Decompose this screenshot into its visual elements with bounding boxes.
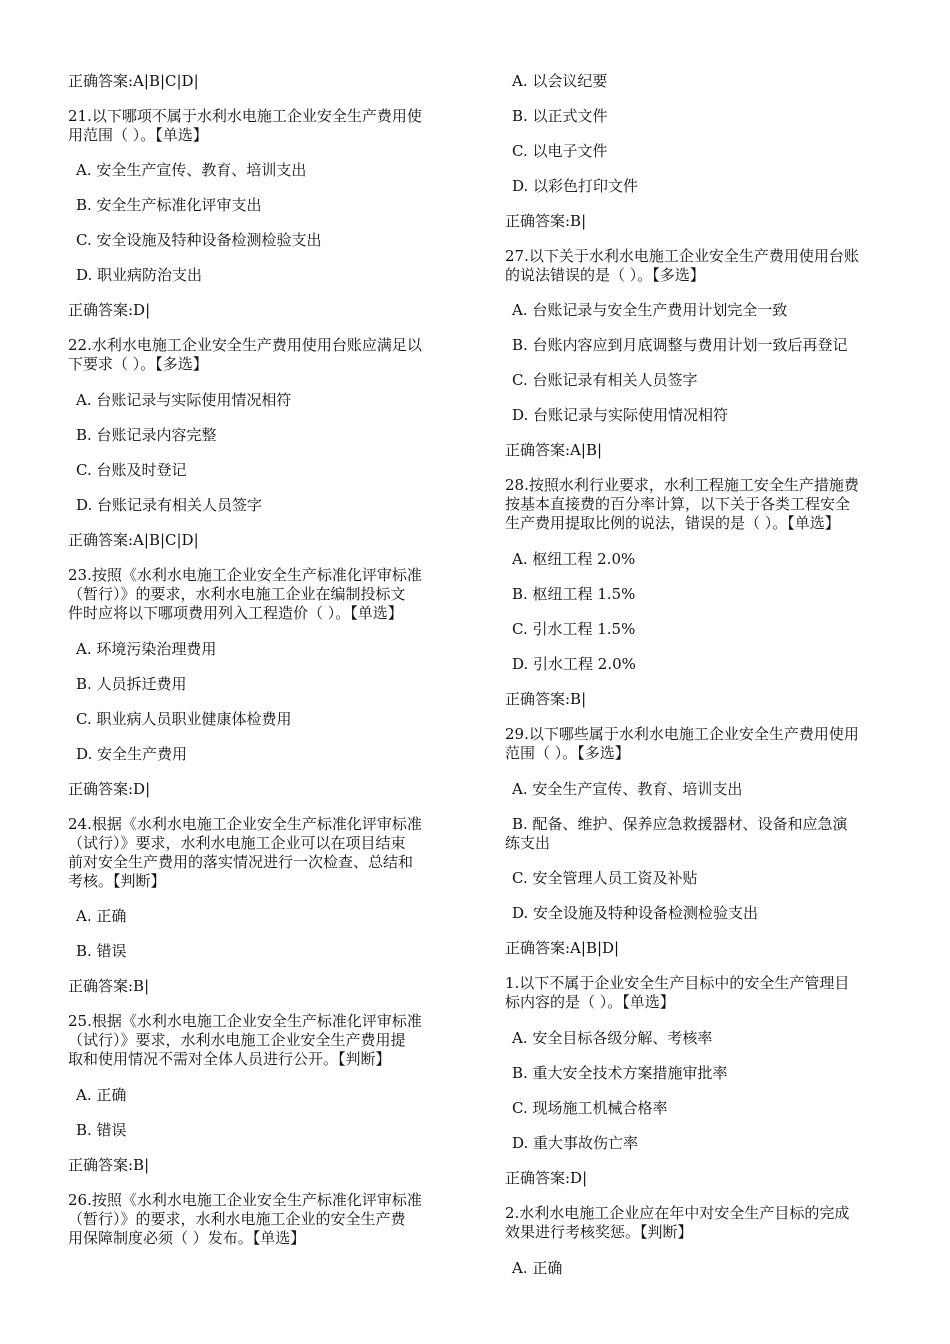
answer-line: 正确答案:A|B|D| bbox=[505, 939, 620, 957]
question-1-line-2: 标内容的是（ ）。【单选】 bbox=[505, 993, 675, 1011]
answer-line: 正确答案:B| bbox=[68, 1156, 150, 1174]
option-line: D. 引水工程 2.0% bbox=[512, 655, 636, 673]
option-line: D. 职业病防治支出 bbox=[76, 266, 203, 284]
option-line: B. 台账内容应到月底调整与费用计划一致后再登记 bbox=[512, 336, 848, 354]
option-line-1: B. 配备、维护、保养应急救援器材、设备和应急演 bbox=[512, 815, 848, 833]
option-line: B. 台账记录内容完整 bbox=[76, 426, 217, 444]
option-line: C. 职业病人员职业健康体检费用 bbox=[76, 710, 292, 728]
question-27-line-1: 27.以下关于水利水电施工企业安全生产费用使用台账 bbox=[505, 247, 859, 265]
question-24-line-2: （试行）》要求，水利水电施工企业可以在项目结束 bbox=[68, 834, 406, 852]
option-line: C. 安全管理人员工资及补贴 bbox=[512, 869, 698, 887]
question-21-line-1: 21.以下哪项不属于水利水电施工企业安全生产费用使 bbox=[68, 107, 422, 125]
option-line: D. 台账记录有相关人员签字 bbox=[76, 496, 263, 514]
answer-line: 正确答案:B| bbox=[505, 212, 587, 230]
option-line: C. 台账及时登记 bbox=[76, 461, 187, 479]
answer-line: 正确答案:D| bbox=[505, 1169, 588, 1187]
question-26-line-2: （暂行）》的要求，水利水电施工企业的安全生产费 bbox=[68, 1210, 406, 1228]
question-26-line-1: 26.按照《水利水电施工企业安全生产标准化评审标准 bbox=[68, 1191, 422, 1209]
option-line: C. 现场施工机械合格率 bbox=[512, 1099, 668, 1117]
option-line: B. 错误 bbox=[76, 1121, 127, 1139]
question-23-line-3: 件时应将以下哪项费用列入工程造价（ ）。【单选】 bbox=[68, 604, 403, 622]
question-24-line-4: 考核。【判断】 bbox=[68, 872, 166, 890]
answer-line: 正确答案:A|B|C|D| bbox=[68, 531, 199, 549]
question-29-line-1: 29.以下哪些属于水利水电施工企业安全生产费用使用 bbox=[505, 725, 859, 743]
option-line: B. 重大安全技术方案措施审批率 bbox=[512, 1064, 728, 1082]
option-line-2: 练支出 bbox=[505, 834, 551, 852]
option-line: C. 以电子文件 bbox=[512, 142, 608, 160]
option-line: D. 重大事故伤亡率 bbox=[512, 1134, 639, 1152]
option-line: C. 引水工程 1.5% bbox=[512, 620, 636, 638]
question-22-line-1: 22.水利水电施工企业安全生产费用使用台账应满足以 bbox=[68, 336, 422, 354]
option-line: D. 台账记录与实际使用情况相符 bbox=[512, 406, 729, 424]
question-1-line-1: 1.以下不属于企业安全生产目标中的安全生产管理目 bbox=[505, 974, 850, 992]
question-24-line-1: 24.根据《水利水电施工企业安全生产标准化评审标准 bbox=[68, 815, 422, 833]
question-26-line-3: 用保障制度必须（ ）发布。【单选】 bbox=[68, 1229, 306, 1247]
option-line: D. 以彩色打印文件 bbox=[512, 177, 639, 195]
question-28-line-1: 28.按照水利行业要求，水利工程施工安全生产措施费 bbox=[505, 476, 859, 494]
option-line: B. 安全生产标准化评审支出 bbox=[76, 196, 262, 214]
option-line: B. 错误 bbox=[76, 942, 127, 960]
question-28-line-2: 按基本直接费的百分率计算，以下关于各类工程安全 bbox=[505, 495, 851, 513]
question-25-line-2: （试行）》要求，水利水电施工企业安全生产费用提 bbox=[68, 1031, 406, 1049]
question-28-line-3: 生产费用提取比例的说法，错误的是（ ）。【单选】 bbox=[505, 514, 840, 532]
answer-line: 正确答案:A|B| bbox=[505, 441, 603, 459]
question-22-line-2: 下要求（ ）。【多选】 bbox=[68, 355, 208, 373]
answer-line: 正确答案:D| bbox=[68, 301, 151, 319]
option-line: A. 环境污染治理费用 bbox=[76, 640, 217, 658]
answer-line: 正确答案:B| bbox=[505, 690, 587, 708]
question-27-line-2: 的说法错误的是（ ）。【多选】 bbox=[505, 266, 705, 284]
question-25-line-1: 25.根据《水利水电施工企业安全生产标准化评审标准 bbox=[68, 1012, 422, 1030]
option-line: A. 正确 bbox=[512, 1259, 563, 1277]
question-23-line-2: （暂行）》的要求，水利水电施工企业在编制投标文 bbox=[68, 585, 406, 603]
question-24-line-3: 前对安全生产费用的落实情况进行一次检查、总结和 bbox=[68, 853, 414, 871]
option-line: A. 安全生产宣传、教育、培训支出 bbox=[512, 780, 743, 798]
option-line: A. 安全生产宣传、教育、培训支出 bbox=[76, 161, 307, 179]
question-23-line-1: 23.按照《水利水电施工企业安全生产标准化评审标准 bbox=[68, 566, 422, 584]
option-line: A. 枢纽工程 2.0% bbox=[512, 550, 636, 568]
option-line: B. 人员拆迁费用 bbox=[76, 675, 187, 693]
option-line: A. 正确 bbox=[76, 1086, 127, 1104]
option-line: B. 以正式文件 bbox=[512, 107, 608, 125]
answer-line: 正确答案:A|B|C|D| bbox=[68, 72, 199, 90]
option-line: C. 台账记录有相关人员签字 bbox=[512, 371, 698, 389]
option-line: C. 安全设施及特种设备检测检验支出 bbox=[76, 231, 322, 249]
option-line: A. 以会议纪要 bbox=[512, 72, 608, 90]
option-line: A. 台账记录与安全生产费用计划完全一致 bbox=[512, 301, 788, 319]
option-line: A. 正确 bbox=[76, 907, 127, 925]
option-line: D. 安全设施及特种设备检测检验支出 bbox=[512, 904, 759, 922]
answer-line: 正确答案:B| bbox=[68, 977, 150, 995]
option-line: A. 安全目标各级分解、考核率 bbox=[512, 1029, 713, 1047]
question-21-line-2: 用范围（ ）。【单选】 bbox=[68, 126, 208, 144]
answer-line: 正确答案:D| bbox=[68, 780, 151, 798]
option-line: A. 台账记录与实际使用情况相符 bbox=[76, 391, 292, 409]
option-line: D. 安全生产费用 bbox=[76, 745, 188, 763]
question-2-line-1: 2.水利水电施工企业应在年中对安全生产目标的完成 bbox=[505, 1204, 850, 1222]
question-2-line-2: 效果进行考核奖惩。【判断】 bbox=[505, 1223, 693, 1241]
question-25-line-3: 取和使用情况不需对全体人员进行公开。【判断】 bbox=[68, 1050, 391, 1068]
question-29-line-2: 范围（ ）。【多选】 bbox=[505, 744, 630, 762]
option-line: B. 枢纽工程 1.5% bbox=[512, 585, 636, 603]
